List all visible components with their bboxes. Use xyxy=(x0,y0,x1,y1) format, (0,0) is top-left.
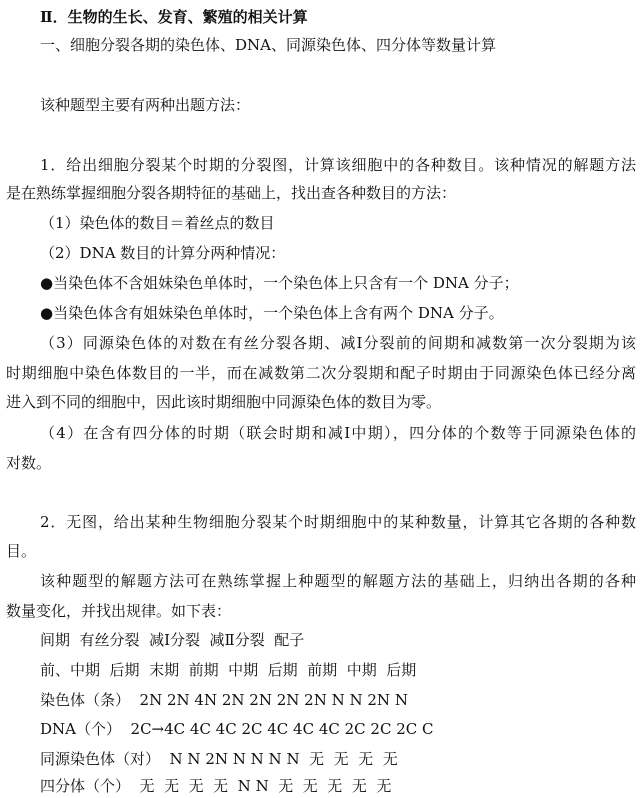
table-header-row: 间期 有丝分裂 减Ⅰ分裂 减Ⅱ分裂 配子 xyxy=(40,631,305,649)
subheading: 一、细胞分裂各期的染色体、DNA、同源染色体、四分体等数量计算 xyxy=(40,36,496,54)
table-row-tetrad: 四分体（个） 无 无 无 无 N N 无 无 无 无 无 xyxy=(40,777,392,795)
list-item-2: （2）DNA 数目的计算分两种情况： xyxy=(40,244,286,262)
list-item-3-line-2: 时期细胞中染色体数目的一半，而在减数第二次分裂期和配子时期由于同源染色体已经分离 xyxy=(6,364,636,382)
table-row-homologous: 同源染色体（对） N N 2N N N N N 无 无 无 无 xyxy=(40,750,398,768)
bullet-item-1: ●当染色体不含姐妹染色单体时，一个染色体上只含有一个 DNA 分子； xyxy=(40,274,519,292)
table-phase-row: 前、中期 后期 末期 前期 中期 后期 前期 中期 后期 xyxy=(40,661,417,679)
intro-text: 该种题型主要有两种出题方法： xyxy=(40,96,251,114)
paragraph-2-line-1: 2．无图，给出某种生物细胞分裂某个时期细胞中的某种数量，计算其它各期的各种数 xyxy=(40,513,636,531)
list-item-3-line-3: 进入到不同的细胞中，因此该时期细胞中同源染色体的数目为零。 xyxy=(6,393,442,411)
list-item-4-line-1: （4）在含有四分体的时期（联会时期和减Ⅰ中期），四分体的个数等于同源染色体的 xyxy=(40,424,636,442)
paragraph-3-line-1: 该种题型的解题方法可在熟练掌握上种题型的解题方法的基础上，归纳出各期的各种 xyxy=(40,572,636,590)
section-heading: Ⅱ．生物的生长、发育、繁殖的相关计算 xyxy=(40,8,308,26)
list-item-4-line-2: 对数。 xyxy=(6,454,52,472)
table-row-dna: DNA（个） 2C→4C 4C 4C 2C 4C 4C 4C 2C 2C 2C C xyxy=(40,720,434,738)
bullet-item-2: ●当染色体含有姐妹染色单体时，一个染色体上含有两个 DNA 分子。 xyxy=(40,304,504,322)
list-item-1: （1）染色体的数目＝着丝点的数目 xyxy=(40,214,275,232)
table-row-chromosome: 染色体（条） 2N 2N 4N 2N 2N 2N 2N N N 2N N xyxy=(40,691,408,709)
paragraph-2-line-2: 目。 xyxy=(6,542,37,560)
paragraph-1-line-1: 1．给出细胞分裂某个时期的分裂图，计算该细胞中的各种数目。该种情况的解题方法 xyxy=(40,156,636,174)
paragraph-3-line-2: 数量变化，并找出规律。如下表： xyxy=(6,602,232,620)
list-item-3-line-1: （3）同源染色体的对数在有丝分裂各期、减Ⅰ分裂前的间期和减数第一次分裂期为该 xyxy=(40,334,636,352)
paragraph-1-line-2: 是在熟练掌握细胞分裂各期特征的基础上，找出查各种数目的方法： xyxy=(6,184,457,202)
